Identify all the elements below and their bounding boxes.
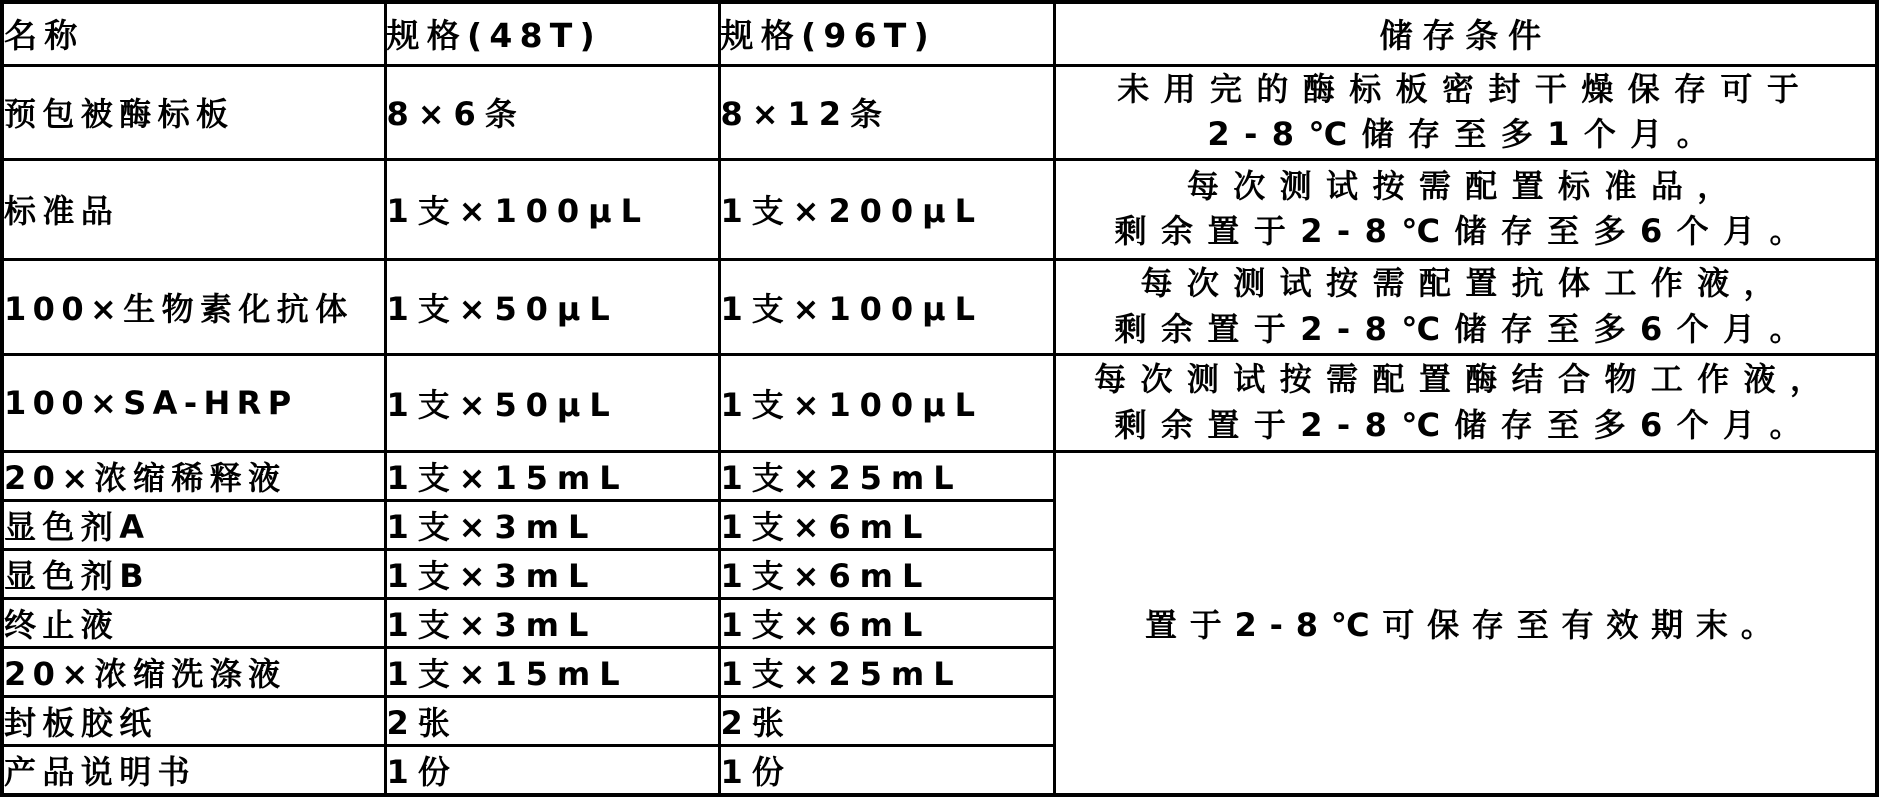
spec-96t-value: 8×12条 bbox=[719, 65, 1054, 159]
spec-96t-value: 2张 bbox=[719, 696, 1054, 745]
table-row bbox=[2, 451, 1877, 500]
spec-48t-value: 1支×50μL bbox=[385, 354, 719, 451]
table-row bbox=[2, 159, 1877, 259]
spec-48t-value: 1支×3mL bbox=[385, 500, 719, 549]
header-storage-conditions: 储存条件 bbox=[1054, 2, 1877, 65]
spec-48t-value: 1支×100μL bbox=[385, 159, 719, 259]
spec-96t-value: 1支×25mL bbox=[719, 451, 1054, 500]
storage-line-1: 每次测试按需配置酶结合物工作液， bbox=[1094, 360, 1837, 399]
storage-line-1: 每次测试按需配置标准品， bbox=[1186, 166, 1744, 205]
component-name: 显色剂B bbox=[2, 549, 385, 598]
storage-condition bbox=[1054, 354, 1877, 451]
component-name: 20×浓缩洗涤液 bbox=[2, 647, 385, 696]
header-spec-96t: 规格(96T) bbox=[719, 2, 1054, 65]
spec-96t-value: 1支×6mL bbox=[719, 549, 1054, 598]
storage-line-2: 剩余置于2-8℃储存至多6个月。 bbox=[1114, 212, 1816, 250]
storage-line-2: 剩余置于2-8℃储存至多6个月。 bbox=[1114, 309, 1816, 348]
storage-condition bbox=[1054, 159, 1877, 259]
storage-condition bbox=[1054, 65, 1877, 159]
storage-line-2: 剩余置于2-8℃储存至多6个月。 bbox=[1114, 405, 1816, 444]
spec-96t-value: 1支×25mL bbox=[719, 647, 1054, 696]
component-name: 100×生物素化抗体 bbox=[2, 259, 385, 354]
storage-condition bbox=[1054, 259, 1877, 354]
header-name: 名称 bbox=[2, 2, 385, 65]
spec-48t-value: 8×6条 bbox=[385, 65, 719, 159]
table-row bbox=[2, 259, 1877, 354]
component-name: 终止液 bbox=[2, 598, 385, 647]
spec-48t-value: 1份 bbox=[385, 745, 719, 795]
spec-96t-value: 1支×100μL bbox=[719, 354, 1054, 451]
component-name: 100×SA-HRP bbox=[2, 354, 385, 451]
spec-48t-value: 1支×3mL bbox=[385, 549, 719, 598]
spec-48t-value: 1支×3mL bbox=[385, 598, 719, 647]
storage-line-1: 每次测试按需配置抗体工作液， bbox=[1140, 264, 1791, 303]
storage-condition-merged: 置于2-8℃可保存至有效期末。 bbox=[1054, 451, 1877, 795]
spec-96t-value: 1支×6mL bbox=[719, 598, 1054, 647]
table-header-row bbox=[2, 2, 1877, 65]
component-name: 标准品 bbox=[2, 159, 385, 259]
table-row bbox=[2, 65, 1877, 159]
component-name: 封板胶纸 bbox=[2, 696, 385, 745]
spec-96t-value: 1份 bbox=[719, 745, 1054, 795]
storage-line-1: 未用完的酶标板密封干燥保存可于 bbox=[1117, 69, 1814, 108]
header-spec-48t: 规格(48T) bbox=[385, 2, 719, 65]
component-name: 预包被酶标板 bbox=[2, 65, 385, 159]
spec-48t-value: 2张 bbox=[385, 696, 719, 745]
spec-48t-value: 1支×15mL bbox=[385, 647, 719, 696]
spec-48t-value: 1支×15mL bbox=[385, 451, 719, 500]
spec-48t-value: 1支×50μL bbox=[385, 259, 719, 354]
table-row bbox=[2, 354, 1877, 451]
storage-line-2: 2-8℃储存至多1个月。 bbox=[1207, 115, 1724, 153]
component-name: 显色剂A bbox=[2, 500, 385, 549]
spec-96t-value: 1支×200μL bbox=[719, 159, 1054, 259]
spec-96t-value: 1支×6mL bbox=[719, 500, 1054, 549]
component-name: 20×浓缩稀释液 bbox=[2, 451, 385, 500]
spec-96t-value: 1支×100μL bbox=[719, 259, 1054, 354]
component-name: 产品说明书 bbox=[2, 745, 385, 795]
